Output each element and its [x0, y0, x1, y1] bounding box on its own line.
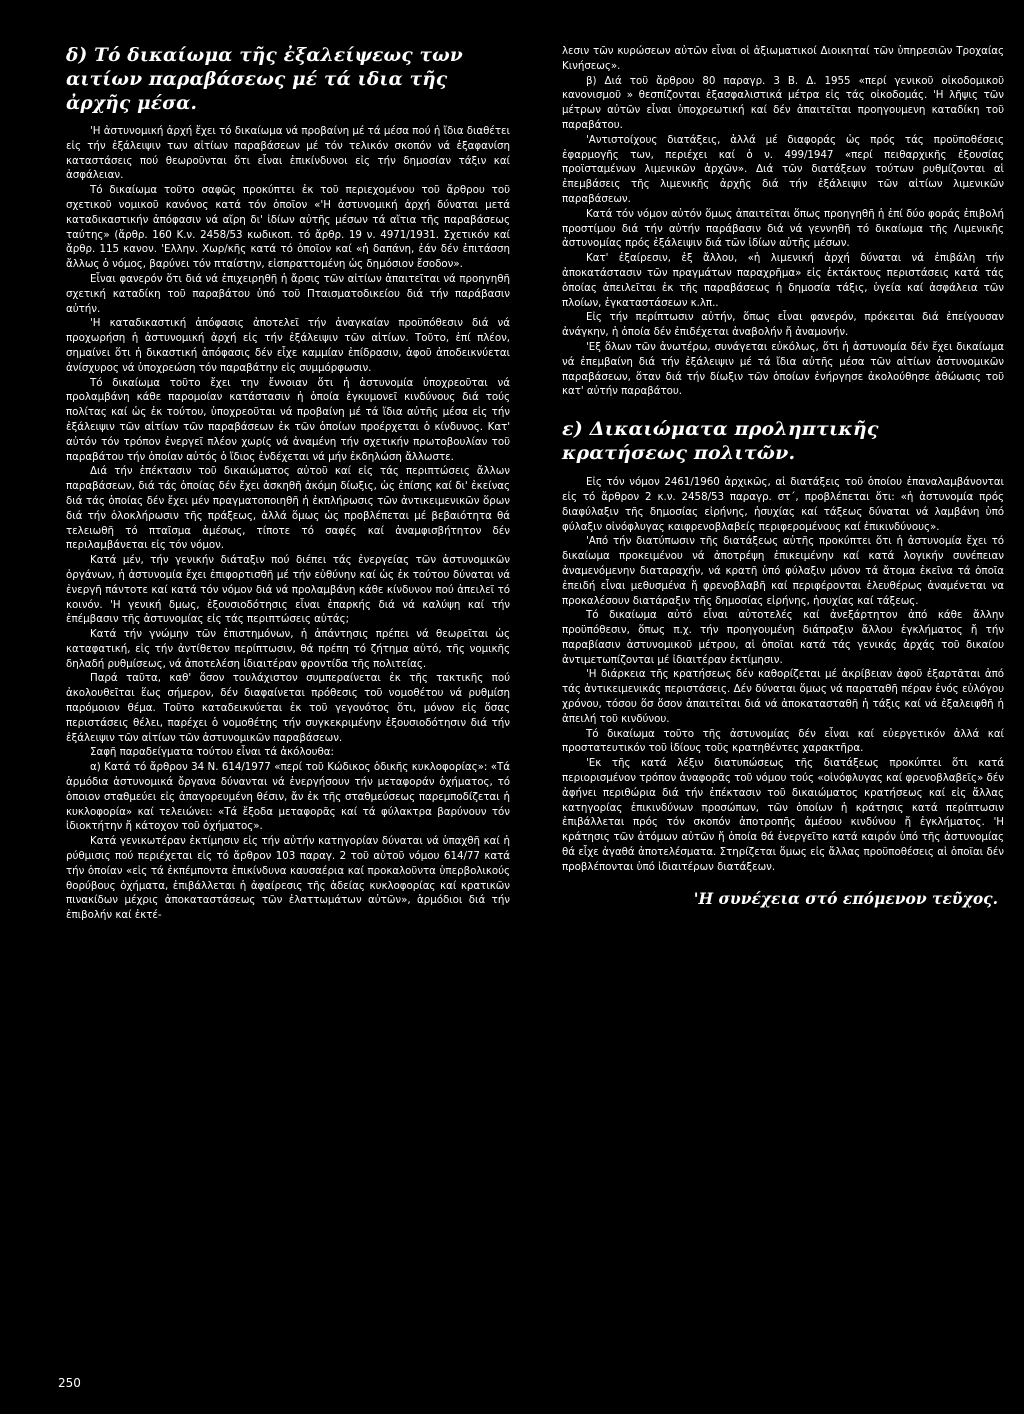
paragraph: Κατά τήν γνώμην τῶν ἐπιστημόνων, ἡ ἀπάντησις πρέπει νά θεωρεῖται ὡς καταφατική, εἰς τήν ἀντίθετον περίπτωσιν, θά πρέπη τό ζήτημα αὐτό, τῆς νομικῆς δηλαδή ρυθμίσεως, νά ἀποτελέση ἰδιαιτέραν φροντίδα τῆς πολιτείας. — [66, 628, 510, 670]
paragraph: 'Αντιστοίχους διατάξεις, ἀλλά μέ διαφοράς ὡς πρός τάς προϋποθέσεις ἐφαρμογῆς των, περιέχει καί ὁ ν. 499/1947 «περί πειθαρχικῆς ἐξουσίας προϊσταμένων λιμενικῶν ἀρχῶν». Διά τῶν διατάξεων τούτων ρυθμίζονται αἱ ἐπεμβάσεις τῆς λιμενικῆς ἀρχῆς διά τήν ἐξάλειψιν τῶν αἰτίων λιμενικῶν παραβάσεων. — [562, 133, 1004, 205]
paragraph: 'Η ἀστυνομική ἀρχή ἔχει τό δικαίωμα νά προβαίνη μέ τά μέσα πού ἡ ἴδια διαθέτει εἰς τήν ἐξάλειψιν των αἰτίων παραβάσεων μέ τόν τελικόν σκοπόν νά ἐξαφανίση καταστάσεις πού θεωροῦνται ὅτι εἶναι ἐπικίνδυνοι εἰς τήν δημοσίαν τάξιν καί ἀσφάλειαν. — [66, 125, 510, 182]
right-body-bottom — [562, 475, 1004, 875]
paragraph: α) Κατά τό ἄρθρον 34 Ν. 614/1977 «περί τοῦ Κώδικος ὁδικῆς κυκλοφορίας»: «Τά ἁρμόδια ἀστυνομικά ὄργανα δύνανται νά ἐνεργήσουν τήν μεταφοράν ὀχήματος, τό ὁποιον σταθμεύει εἰς ἀπαγορευμένη θέσιν, ἄν ἐκ τῆς σταθμεύσεως παρεμποδίζεται ἡ κυκλοφορία» καί τελειώνει: «Τά ἔξοδα μεταφορᾶς καί τά φύλακτρα βαρύνουν τόν ἰδιοκτήτην ἤ κάτοχον τοῦ ὀχήματος». — [66, 761, 510, 833]
page-number: 250 — [58, 1376, 81, 1390]
paragraph: Τό δικαίωμα τοῦτο σαφῶς προκύπτει ἐκ τοῦ περιεχομένου τοῦ ἄρθρου τοῦ σχετικοῦ νομικοῦ κανόνος κατά τόν ὁποῖον «'Η ἀστυνομική ἀρχή δύναται μετά καταδικαστικήν ἀπόφασιν νά αἴρη δι' ἰδίων αὐτῆς μέσων τά αἴτια τῆς παραβάσεως ταύτης» (ἄρθρ. 160 Κ.ν. 2458/53 κωδικοπ. τό ἄρθρ. 19 ν. 4971/1931. Σχετικόν καί ἄρθρ. 115 κανον. 'Ελλην. Χωρ/κῆς κατά τό ὁποῖον καί «ἡ δαπάνη, ἐάν δέν ἐπιτάσση ἄλλως ὁ νόμος, βαρύνει τόν πταίστην, εἰσπραττομένη ὡς δημόσιον ἔσοδον». — [66, 184, 510, 271]
paragraph: Παρά ταῦτα, καθ' ὅσον τουλάχιστον συμπεραίνεται ἐκ τῆς τακτικῆς πού ἀκολουθεῖται ἕως σήμερον, δέν διαφαίνεται πρόθεσις τοῦ νομοθέτου νά ρυθμίση παρόμοιον θέμα. Τοῦτο καταδεικνύεται ἐκ τοῦ γεγονότος ὅτι, μόνον εἰς ὅσας περιστάσεις θέλει, παρέχει ὁ νομοθέτης τήν συγκεκριμένην ἐξουσιοδότησιν διά τήν ἐξάλειψιν τῶν αἰτίων τῶν ἀστυνομικῶν παραβάσεων. — [66, 672, 510, 744]
paragraph: Σαφῆ παραδείγματα τούτου εἶναι τά ἀκόλουθα: — [90, 746, 334, 759]
paragraph: Κατά μέν, τήν γενικήν διάταξιν πού διέπει τάς ἐνεργείας τῶν ἀστυνομικῶν ὀργάνων, ἡ ἀστυνομία ἔχει ἐπιφορτισθῆ μέ τήν εὐθύνην καί ὡς ἐκ τούτου δύναται νά ἐνεργῆ πάντοτε καί κατά τόν νόμον διά νά προλαμβάνη κάθε κίνδυνον πού ἀπειλεῖ τό κοινόν. 'Η γενική δμως, ἐξουσιοδότησις εἶναι ἐπαρκής διά νά καλύψη καί τήν ἐπέμβασιν τῆς ἀστυνομίας εἰς τάς περιπτώσεις αὐτάς; — [66, 554, 510, 626]
paragraph: Εἰς τήν περίπτωσιν αὐτήν, ὅπως εἶναι φανερόν, πρόκειται διά ἐπείγουσαν ἀνάγκην, ἡ ὁποία δέν ἐπιδέχεται ἀναβολήν ἤ ἀναμονήν. — [562, 311, 1004, 339]
paragraph: 'Από τήν διατύπωσιν τῆς διατάξεως αὐτῆς προκύπτει ὅτι ἡ ἀστυνομία ἔχει τό δικαίωμα προκειμένου νά ἀποτρέψη ἐπικειμένην καί κατά λογικήν συνέπειαν ἀναμενόμενην διαταραχήν, νά κρατῆ ὑπό φύλαξιν μόνον τά ἄτομα ἐκεῖνα τά ὁποῖα ἐπειδή εἶναι μεθυσμένα ἤ φρενοβλαβῆ καί περιφέρονται ἐλευθέρως ἀναμένεται να προκαλέσουν διατάραξιν τῆς δημοσίας εἰρήνης, ἡσυχίας καί τάξεως. — [562, 535, 1004, 607]
paragraph: Κατά τόν νόμον αὐτόν ὅμως ἀπαιτεῖται ὅπως προηγηθῆ ἡ ἐπί δύο φοράς ἐπιβολή προστίμου διά τήν αὐτήν παράβασιν διά νά γεννηθῆ τό δικαίωμα τῆς Λιμενικῆς ἀστυνομίας πρός ἐξάλειψιν διά τῶν ἰδίων αὐτῆς μέσων. — [562, 207, 1004, 250]
section-heading-d: δ) Τό δικαίωμα τῆς ἐξαλείψεως των αιτίων παραβάσεως μέ τά ιδια τῆς ἀρχῆς μέσα. — [66, 45, 463, 114]
right-body-top — [562, 44, 1004, 399]
paragraph: Διά τήν ἐπέκτασιν τοῦ δικαιώματος αὐτοῦ καί εἰς τάς περιπτώσεις ἄλλων παραβάσεων, διά τάς ὁποίας δέν ἔχει ἀσκηθῆ ἀκόμη δίωξις, ὡς ἐπίσης καί δι' ἐκείνας διά τάς ὁποίας δέν ἔχει μέν πραγματοποιηθῆ ἡ ἐκπλήρωσις τῶν ἀντικειμενικῶν ὅρων διά τήν ὁλοκλήρωσιν τῆς πράξεως, ἀλλά ὅμως ὡς προβλέπεται μέ βεβαιότητα θά τελειωθῆ τό πταῖσμα ἀμέσως, τίποτε τό σαφές καί ἀναμφισβήτητον δέν περιλαμβάνεται εἰς τόν νόμον. — [66, 465, 510, 552]
paragraph: λεσιν τῶν κυρώσεων αὐτῶν εἶναι οἱ ἀξιωματικοί Διοικηταί τῶν ὑπηρεσιῶν Τροχαίας Κινήσεως». — [562, 45, 1004, 72]
paragraph: Τό δικαίωμα τοῦτο ἔχει την ἔννοιαν ὅτι ἡ ἀστυνομία ὑποχρεοῦται νά προλαμβάνη κάθε παρομοίαν κατάστασιν ἡ ὁποία ἐγκυμονεῖ κινδύνους διά τούς πολίτας καί ὡς ἐκ τούτου, ὑποχρεοῦται νά προβαίνη μέ τά ἴδια αὐτῆς μέσα εἰς τήν ἐξάλειψιν τῶν αἰτίων τῶν παραβάσεων ἐκ τῶν ὁποίων προέρχεται ὁ κίνδυνος. Κατ' αὐτόν τόν τρόπον ἐνεργεῖ πλέον χωρίς νά ἀναμένη τήν σχετικήν πρωτοβουλίαν τοῦ παραβάτου τήν ὁποίαν αὐτός ὁ ἴδιος ἐνδέχεται νά μήν ἐκδηλώση ἄλλωστε. — [66, 376, 510, 463]
paragraph: 'Εξ ὅλων τῶν ἀνωτέρω, συνάγεται εὐκόλως, ὅτι ἡ ἀστυνομία δέν ἔχει δικαίωμα νά ἐπεμβαίνη διά τήν ἐξάλειψιν μέ τά ἴδια αὐτῆς μέσα τῶν αἰτίων ἀστυνομικῶν παραβάσεων, ὅταν διά τήν δίωξιν τῶν ὁποίων ἐνήργησε ἀκολούθησε ἀθώωσις τοῦ κατ' αὐτήν παραβάτου. — [562, 340, 1004, 398]
paragraph: Κατ' ἐξαίρεσιν, ἐξ ἄλλου, «ἡ λιμενική ἀρχή δύναται νά ἐπιβάλη τήν ἀποκατάστασιν τῶν πραγμάτων παραχρῆμα» εἰς ἐκτάκτους περιστάσεις κατά τάς ὁποίας ἀπειλεῖται ἐκ τῆς παραβάσεως ἡ δημοσία τάξις, ὑγεία καί ἀσφάλεια τῶν πλοίων, ἐγκαταστάσεων κ.λπ.. — [562, 252, 1004, 309]
paragraph: β) Διά τοῦ ἄρθρου 80 παραγρ. 3 Β. Δ. 1955 «περί γενικοῦ οἰκοδομικοῦ κανονισμοῦ » θεσπίζονται ἐξασφαλιστικά μέτρα εἰς τάς οἰκοδομάς. 'Η λῆψις τῶν μέτρων αὐτῶν εἶναι ὑποχρεωτική καί δέν ἀπαιτεῖται προηγουμενη καταδίκη τοῦ παραβάτου. — [562, 74, 1004, 131]
paragraph: Τό δικαίωμα τοῦτο τῆς ἀστυνομίας δέν εἶναι καί εὐεργετικόν ἀλλά καί προστατευτικόν τοῦ ἰδίους τοῦς κρατηθέντες χαρακτῆρα. — [562, 727, 1004, 755]
paragraph: Εἰς τόν νόμον 2461/1960 ἀρχικῶς, αἱ διατάξεις τοῦ ὁποίου ἐπαναλαμβάνονται εἰς τό ἄρθρον 2 κ.ν. 2458/53 παραγρ. στ΄, προβλέπεται ὅτι: «ἡ ἀστυνομία πρός διαφύλαξιν τῆς δημοσίας εἰρήνης, ἡσυχίας καί τάξεως δύναται νά λαμβάνη ὑπό φύλαξιν οἰνόφλυγας καιφρενοβλαβείς περιφερομένους καί ἐπικινδύνους». — [562, 476, 1004, 533]
paragraph: 'Η διάρκεια τῆς κρατήσεως δέν καθορίζεται μέ ἀκρίβειαν ἀφοῦ ἐξαρτᾶται ἀπό τάς ἀντικειμενικάς περιστάσεις. Δέν δύναται ὅμως νά παραταθῆ πέραν ἑνός εὐλόγου χρόνου, τόσου ὅσ ὅσον ἀπαιτεῖται διά νά ἀποκατασταθῆ ἡ τάξις καί νά ἐξαλειφθῆ ἡ ἀπειλή τοῦ κινδύνου. — [562, 668, 1004, 725]
continuation-note: 'Η συνέχεια στό επόμενον τεῦχος. — [693, 888, 998, 908]
left-column — [66, 44, 510, 923]
paragraph: 'Εκ τῆς κατά λέξιν διατυπώσεως τῆς διατάξεως προκύπτει ὅτι κατά περιορισμένον τρόπον ἀναφορᾶς τοῦ νόμου τούς «οἰνόφλυγας καί φρενοβλαβεῖς» δέν ἀφήνει περιθώρια διά τήν ἐπέκτασιν τοῦ δικαιώματος κρατήσεως καί εἰς ἄλλας κατηγορίας ἐπικινδύνων προσώπων, τῶν ὁποίων ἡ κράτησις κατά περίπτωσιν ἐπιβάλλεται πρός τόν σκοπόν ἀποτροπῆς ἀμέσου κινδύνου ἤ ἐγκλήματος. 'Η κράτησις τῶν ἀτόμων αὐτῶν ἤ ὁποία θά ἐνεργεῖτο κατά καιρόν ὑπό τῆς ἀστυνομίας θά εἶχε ἀγαθά ἀποτελέσματα. Στηρίζεται ὅμως εἰς ἄλλας προϋποθέσεις αἱ ὁποῖαι δέν προβλέπονται ὑπό ἰδιαιτέρων διατάξεων. — [562, 757, 1004, 873]
paragraph: 'Η καταδικαστική ἀπόφασις ἀποτελεῖ τήν ἀναγκαίαν προϋπόθεσιν διά νά προχωρήση ἡ ἀστυνομική ἀρχή εἰς τήν ἐξάλειψιν τῶν αἰτίων. Τοῦτο, ἐπί πλέον, σημαίνει ὅτι ἡ δικαστική ἀπόφασις δέν εἶχε καμμίαν ἐπίδρασιν, ἀφοῦ ἀποδεικνύεται ἀνίσχυρος νά ὑποχρεώση τόν παραβάτην εἰς συμμόρφωσιν. — [66, 317, 510, 374]
paragraph: Τό δικαίωμα αὐτό εἶναι αὐτοτελές καί ἀνεξάρτητον ἀπό κάθε ἄλλην προϋπόθεσιν, ὅπως π.χ. τήν προηγουμένη διάπραξιν ἄλλου ἐγκλήματος ἤ τήν παραβίασιν ἀστυνομικοῦ μέτρου, αἱ ὁποῖαι κατά τάς γενικάς ἀρχάς τοῦ δικαίου ἀντιμετωπίζονται μέ ἰδιαιτέραν ἐκτίμησιν. — [562, 609, 1004, 666]
section-heading-e: ε) Δικαιώματα προληπτικῆς κρατήσεως πολιτῶν. — [562, 418, 879, 465]
paragraph: Κατά γενικωτέραν ἐκτίμησιν εἰς τήν αὐτήν κατηγορίαν δύναται νά ὑπαχθῆ καί ἡ ρύθμισις πού περιέχεται εἰς τό ἄρθρον 103 παραγ. 2 τοῦ αὐτοῦ νόμου 614/77 κατά τήν ὁποίαν «εἰς τά ἐκπέμποντα ἐπικίνδυνα καυσαέρια καί προκαλοῦντα ὑπερβολικούς θορύβους ὀχήματα, ἐπιβάλλεται ἡ ἀφαίρεσις τῆς ἀδείας κυκλοφορίας καί κρατικῶν πινακίδων μέχρις ἀποκαταστάσεως τῶν ἐλαττωμάτων αὐτῶν», ἁρμόδιοι διά τήν ἐπιβολήν καί ἐκτέ- — [66, 835, 510, 922]
left-body — [66, 124, 510, 923]
right-column — [562, 44, 1004, 908]
paragraph: Εἶναι φανερόν ὅτι διά νά ἐπιχειρηθῆ ἡ ἄρσις τῶν αἰτίων ἀπαιτεῖται νά προηγηθῆ σχετική καταδίκη τοῦ παραβάτου ὑπό τοῦ Πταισματοδικείου διά τήν παράβασιν αὐτήν. — [66, 272, 510, 315]
